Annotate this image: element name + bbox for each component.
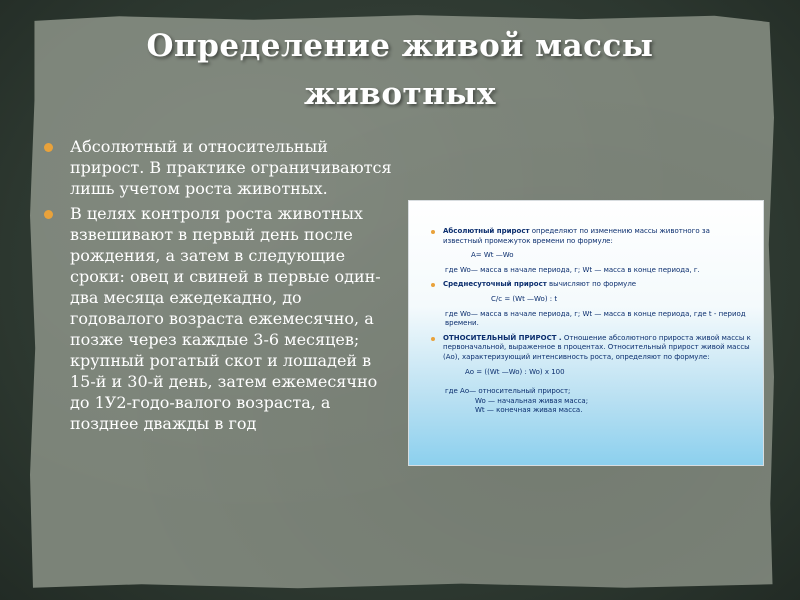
absolute-gain-definition	[431, 227, 751, 246]
slide-title: Определение живой массы животных	[146, 28, 654, 112]
formula-image	[408, 200, 764, 466]
bullet-item	[44, 136, 394, 199]
formula-text-block	[431, 227, 751, 416]
bullet-dot-icon	[44, 143, 53, 152]
relative-gain-definition	[431, 334, 751, 363]
relative-gain-legend-2: Wo — начальная живая масса;	[475, 396, 589, 405]
relative-gain-legend-3: Wt — конечная живая масса.	[475, 406, 583, 415]
absolute-gain-text: определяют по изменению массы животного за известный промежуток времени по формуле:	[443, 227, 710, 245]
relative-gain-term: ОТНОСИТЕЛЬНЫЙ ПРИРОСТ .	[443, 333, 562, 342]
absolute-gain-formula: А= Wt —Wo	[471, 251, 514, 260]
bullet-text: В целях контроля роста животных взвешивают в первый день после рождения, а затем в следующие сроки: овец и свиней в первые один-два месяца ежедекадно, до годовалого возраста ежемесячно, а позже через каждые 3-6 месяцев; крупный рогатый скот и лошадей в 15-й и 30-й день, затем ежемесячно до 1У2-годо-валого возраста, а позднее дважды в год	[70, 204, 381, 433]
bullet-item	[44, 203, 394, 434]
daily-gain-text: вычисляют по формуле	[546, 280, 637, 289]
bullet-text: Абсолютный и относительный прирост. В практике ограничиваются лишь учетом роста животных.	[70, 137, 392, 198]
absolute-gain-legend: где Wo— масса в начале периода, г; Wt — масса в конце периода, г.	[445, 265, 700, 274]
relative-gain-legend-1: где Ао— относительный прирост;	[445, 387, 571, 396]
daily-gain-legend: где Wo— масса в начале периода, г; Wt — масса в конце периода, где t - период времени.	[445, 309, 746, 328]
daily-gain-formula: С/с = (Wt —Wo) : t	[491, 294, 558, 303]
absolute-gain-term: Абсолютный прирост	[443, 227, 530, 235]
bullet-dot-icon	[44, 210, 53, 219]
relative-gain-text: Отношение абсолютного прироста живой массы к первоначальной, выраженное в процентах. Относительный прирост живой массы (Ао), характеризующий интенсивность роста, определяют по формуле:	[443, 333, 751, 361]
relative-gain-formula: Ао = ((Wt —Wo) : Wo) х 100	[465, 367, 565, 376]
daily-gain-definition	[431, 280, 751, 290]
daily-gain-term: Среднесуточный прирост	[443, 280, 547, 289]
bullet-list	[44, 136, 394, 438]
